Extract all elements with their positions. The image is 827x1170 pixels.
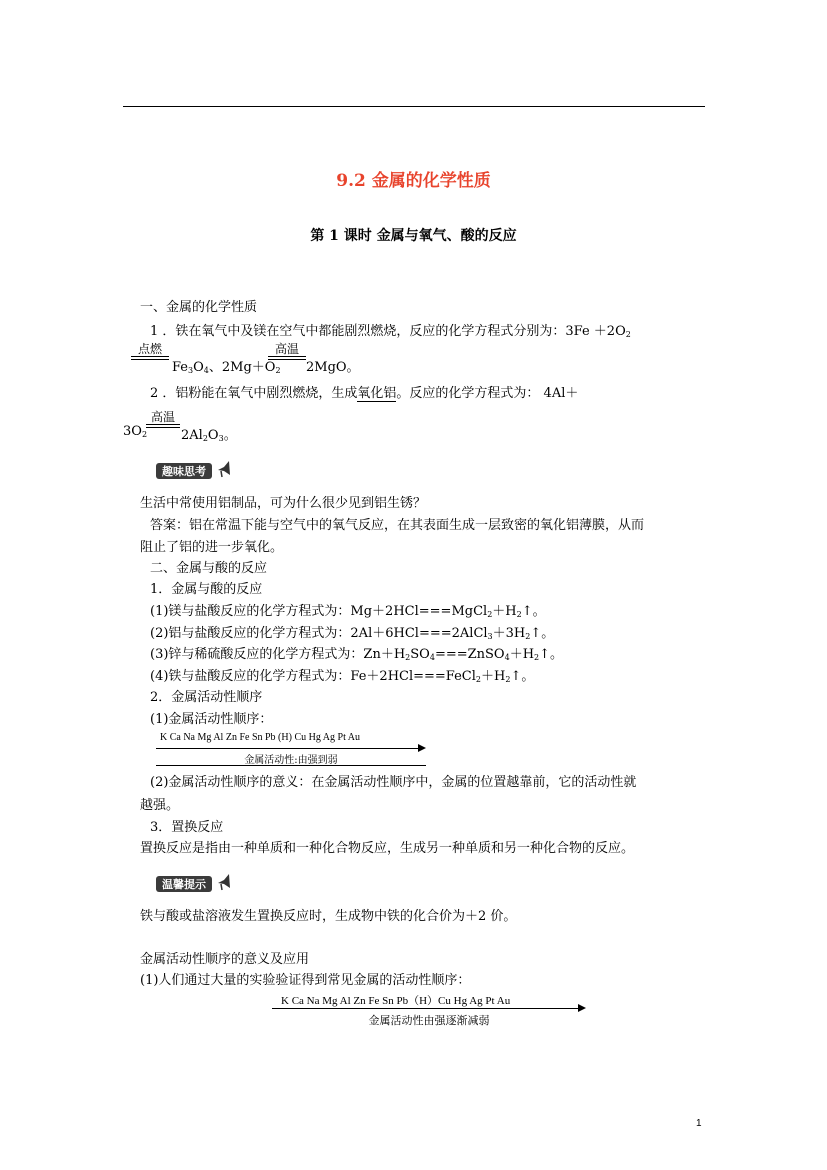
section3-line1: (1)人们通过大量的实验验证得到常见金属的活动性顺序： <box>140 973 471 988</box>
ignite-condition: 点燃 <box>131 342 169 360</box>
reaction-zn: (3)锌与稀硫酸反应的化学方程式为：$Zn+H_2SO_4===ZnSO_4+H_2↑$。 <box>150 647 564 662</box>
section2-sub1: 1．金属与酸的反应 <box>150 582 263 597</box>
item2-equation-start: $3O_2$ <box>123 424 148 439</box>
high-temp-condition-1: 高温 <box>268 342 306 360</box>
high-temp-condition-2: 高温 <box>146 410 180 428</box>
page-title: 9.2 金属的化学性质 <box>336 171 491 191</box>
section2-sub3: 3．置换反应 <box>150 820 224 835</box>
activity-series-small: K Ca Na Mg Al Zn Fe Sn Pb (H) Cu Hg Ag Pt Au <box>160 732 361 743</box>
think-answer-2: 阻止了铝的进一步氧化。 <box>140 540 284 555</box>
activity-series-big-line <box>272 1008 579 1009</box>
item2-answer: 氧化铝 <box>357 386 397 401</box>
activity-series-small-underline <box>156 765 426 766</box>
think-question: 生活中常使用铝制品，可为什么很少见到铝生锈？ <box>140 496 427 511</box>
page-number: 1 <box>696 1118 702 1129</box>
tip-badge: 温馨提示 <box>156 876 212 892</box>
item2-equation-end: $2Al_2O_3$。 <box>181 428 237 443</box>
item1-equation: $Fe_3O_4$、$2Mg+O_2$ <box>172 360 281 375</box>
item2-text: 2 ．铝粉能在氧气中剧烈燃烧，生成氧化铝。反应的化学方程式为： 4Al＋ <box>150 386 579 401</box>
think-badge: 趣味思考 <box>156 463 212 479</box>
header-rule <box>123 106 705 107</box>
activity-series-big: K Ca Na Mg Al Zn Fe Sn Pb（H）Cu Hg Ag Pt Au <box>281 995 511 1007</box>
section1-heading: 一、金属的化学性质 <box>140 300 258 315</box>
section3-heading: 金属活动性顺序的意义及应用 <box>140 952 310 967</box>
tip-text: 铁与酸或盐溶液发生置换反应时，生成物中铁的化合价为＋2 价。 <box>140 909 517 924</box>
meaning-line-2: 越强。 <box>140 798 180 813</box>
reaction-al: (2)铝与盐酸反应的化学方程式为：$2Al+6HCl===2AlCl_3+3H_2↑$。 <box>150 626 555 641</box>
item1-equation-end: 2MgO。 <box>306 360 360 375</box>
activity-series-small-caption: 金属活动性:由强到弱 <box>244 755 338 766</box>
speaker-icon <box>216 458 234 478</box>
arrow-right-icon <box>578 1004 586 1012</box>
meaning-line-1: (2)金属活动性顺序的意义：在金属活动性顺序中，金属的位置越靠前，它的活动性就 <box>150 775 637 790</box>
think-answer-1: 答案：铝在常温下能与空气中的氧气反应，在其表面生成一层致密的氧化铝薄膜，从而 <box>150 518 645 533</box>
speaker-icon <box>216 871 234 891</box>
section2-sub2: 2．金属活动性顺序 <box>150 690 263 705</box>
reaction-mg: (1)镁与盐酸反应的化学方程式为：$Mg+2HCl===MgCl_2+H_2↑$。 <box>150 604 546 619</box>
section2-heading: 二、金属与酸的反应 <box>150 561 268 576</box>
lesson-subtitle: 第 1 课时 金属与氧气、酸的反应 <box>310 228 517 244</box>
order-label: (1)金属活动性顺序： <box>150 712 273 727</box>
activity-series-small-line <box>156 748 418 749</box>
item1-text: 1 ．铁在氧气中及镁在空气中都能剧烈燃烧，反应的化学方程式分别为：$3Fe +2O_2$ <box>150 324 631 339</box>
displacement-definition: 置换反应是指由一种单质和一种化合物反应，生成另一种单质和另一种化合物的反应。 <box>140 841 635 856</box>
activity-series-big-caption: 金属活动性由强逐渐减弱 <box>368 1014 490 1027</box>
reaction-fe: (4)铁与盐酸反应的化学方程式为：$Fe+2HCl===FeCl_2+H_2↑$。 <box>150 669 535 684</box>
